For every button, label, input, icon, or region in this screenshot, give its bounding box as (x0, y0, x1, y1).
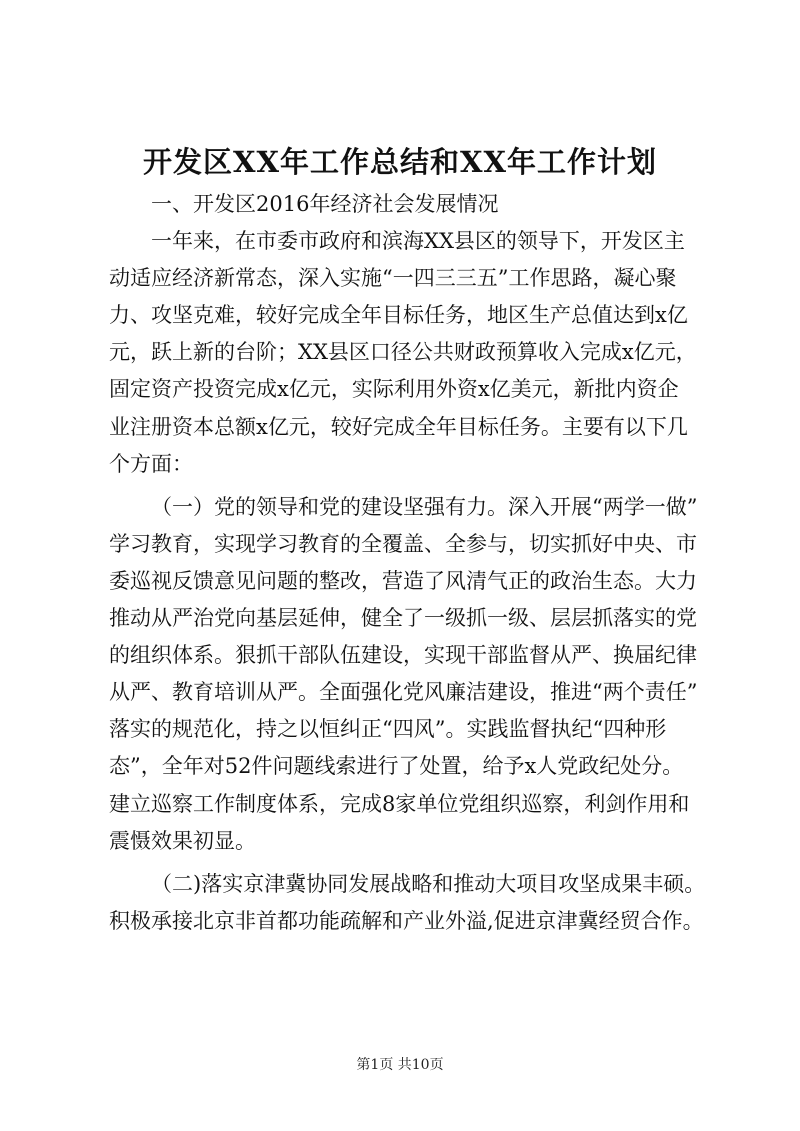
document-title: 开发区XX年工作总结和XX年工作计划 (142, 145, 657, 179)
paragraph-1 (109, 223, 721, 483)
paragraph-line: 落实的规范化，持之以恒纠正“四风”。实践监督执纪“四种形 (109, 717, 667, 742)
paragraph-line: 建立巡察工作制度体系，完成8家单位党组织巡察，利剑作用和 (109, 791, 690, 816)
paragraph-line: （二)落实京津冀协同发展战略和推动大项目攻坚成果丰硕。 (151, 871, 706, 896)
paragraph-line: 学习教育，实现学习教育的全覆盖、全参与，切实抓好中央、市 (109, 531, 697, 556)
paragraph-line: 业注册资本总额x亿元，较好完成全年目标任务。主要有以下几 (109, 414, 688, 439)
paragraph-line: 个方面： (109, 451, 193, 476)
document-body (109, 186, 721, 940)
paragraph-line: 动适应经济新常态，深入实施“一四三三五”工作思路，凝心聚 (109, 266, 677, 291)
paragraph-2 (109, 489, 721, 860)
paragraph-line: 固定资产投资完成x亿元，实际利用外资x亿美元，新批内资企 (109, 377, 679, 402)
paragraph-line: 态”，全年对52件问题线索进行了处置，给予x人党政纪处分。 (109, 754, 684, 779)
paragraph-line: 从严、教育培训从严。全面强化党风廉洁建设，推进“两个责任” (109, 680, 698, 705)
paragraph-3 (109, 866, 721, 940)
paragraph-line: 震慑效果初显。 (109, 828, 256, 853)
paragraph-line: 力、攻坚克难，较好完成全年目标任务，地区生产总值达到x亿 (109, 303, 688, 328)
section-heading: 一、开发区2016年经济社会发展情况 (151, 192, 499, 216)
paragraph-line: 的组织体系。狠抓干部队伍建设，实现干部监督从严、换届纪律 (109, 643, 697, 668)
paragraph-line: 委巡视反馈意见问题的整改，营造了风清气正的政治生态。大力 (109, 568, 697, 593)
paragraph-line: 元，跃上新的台阶；XX县区口径公共财政预算收入完成x亿元， (109, 340, 697, 365)
paragraph-line: 积极承接北京非首都功能疏解和产业外溢,促进京津冀经贸合作。 (109, 908, 704, 933)
paragraph-line: 一年来，在市委市政府和滨海XX县区的领导下，开发区主 (151, 229, 685, 254)
page-number-footer: 第1页 共10页 (356, 1057, 444, 1073)
paragraph-line: 推动从严治党向基层延伸，健全了一级抓一级、层层抓落实的党 (109, 606, 697, 631)
paragraph-line: （一）党的领导和党的建设坚强有力。深入开展“两学一做” (151, 494, 698, 519)
